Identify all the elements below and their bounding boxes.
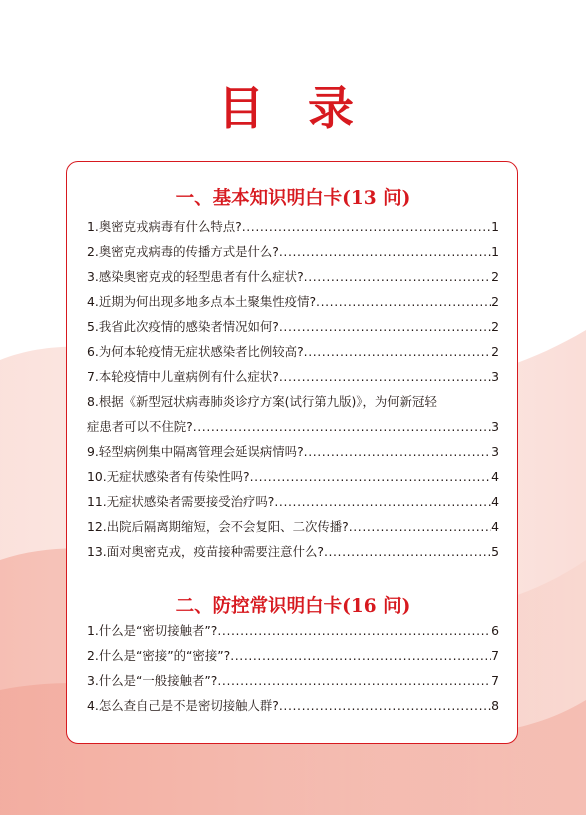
toc-page-number: 3: [491, 419, 499, 434]
toc-entry-text: 8.根据《新型冠状病毒肺炎诊疗方案(试行第九版)》，为何新冠轻: [87, 394, 437, 409]
dot-leader: [324, 539, 491, 564]
dot-leader: [217, 668, 491, 693]
toc-entry-text: 12.出院后隔离期缩短，会不会复阳、二次传播?: [87, 519, 349, 534]
toc-entry[interactable]: [87, 339, 499, 364]
toc-entry-text: 2.什么是“密接”的“密接”?: [87, 648, 231, 663]
toc-entry[interactable]: [87, 693, 499, 718]
dot-leader: [193, 414, 491, 439]
dot-leader: [279, 364, 491, 389]
toc-entry-text: 4.近期为何出现多地多点本土聚集性疫情?: [87, 294, 317, 309]
toc-page-number: 3: [491, 444, 499, 459]
toc-entry[interactable]: [87, 389, 499, 439]
toc-page-number: 7: [491, 673, 499, 688]
dot-leader: [304, 439, 491, 464]
toc-page-number: 1: [491, 219, 499, 234]
toc-entry-text: 1.什么是“密切接触者”?: [87, 623, 218, 638]
toc-entry[interactable]: [87, 289, 499, 314]
toc-page-number: 6: [491, 623, 499, 638]
dot-leader: [304, 264, 491, 289]
dot-leader: [250, 464, 492, 489]
toc-entry-text: 7.本轮疫情中儿童病例有什么症状?: [87, 369, 279, 384]
toc-page-number: 8: [491, 698, 499, 713]
toc-entry-text: 5.我省此次疫情的感染者情况如何?: [87, 319, 279, 334]
toc-page-number: 5: [491, 544, 499, 559]
toc-entry[interactable]: [87, 489, 499, 514]
dot-leader: [316, 289, 491, 314]
dot-leader: [279, 314, 491, 339]
page-title: 目 录: [217, 81, 368, 135]
toc-entry[interactable]: [87, 643, 499, 668]
toc-entry-text: 10.无症状感染者有传染性吗?: [87, 469, 250, 484]
toc-entry[interactable]: [87, 539, 499, 564]
toc-entry[interactable]: [87, 464, 499, 489]
toc-page-number: 4: [491, 494, 499, 509]
toc-entry[interactable]: [87, 618, 499, 643]
toc-page-number: 1: [491, 244, 499, 259]
section-heading-basic-knowledge: 一、基本知识明白卡(13 问): [175, 188, 411, 209]
toc-page-number: 3: [491, 369, 499, 384]
toc-entry[interactable]: [87, 314, 499, 339]
toc-page-number: 2: [491, 344, 499, 359]
toc-page-number: 4: [491, 469, 499, 484]
toc-card: [66, 161, 518, 744]
toc-entry-text: 9.轻型病例集中隔离管理会延误病情吗?: [87, 444, 304, 459]
toc-page-number: 4: [491, 519, 499, 534]
toc-entry-text: 13.面对奥密克戎，疫苗接种需要注意什么?: [87, 544, 324, 559]
toc-entry-text: 3.什么是“一般接触者”?: [87, 673, 218, 688]
toc-entry-text: 3.感染奥密克戎的轻型患者有什么症状?: [87, 269, 304, 284]
toc-page-number: 2: [491, 319, 499, 334]
dot-leader: [230, 643, 491, 668]
section-heading-prevention-knowledge: 二、防控常识明白卡(16 问): [175, 596, 411, 617]
dot-leader: [217, 618, 491, 643]
dot-leader: [349, 514, 491, 539]
toc-entry-text: 11.无症状感染者需要接受治疗吗?: [87, 494, 275, 509]
toc-entry[interactable]: [87, 239, 499, 264]
toc-entry-text: 6.为何本轮疫情无症状感染者比例较高?: [87, 344, 304, 359]
toc-entry[interactable]: [87, 514, 499, 539]
toc-entry[interactable]: [87, 364, 499, 389]
dot-leader: [242, 214, 491, 239]
toc-entry[interactable]: [87, 668, 499, 693]
toc-page-number: 7: [491, 648, 499, 663]
dot-leader: [279, 693, 491, 718]
toc-list-basic-knowledge: [87, 214, 499, 564]
toc-list-prevention-knowledge: [87, 618, 499, 718]
toc-entry-text: 4.怎么查自己是不是密切接触人群?: [87, 698, 279, 713]
dot-leader: [274, 489, 491, 514]
dot-leader: [279, 239, 491, 264]
toc-entry[interactable]: [87, 214, 499, 239]
toc-entry-text-continued: 症患者可以不住院?: [87, 419, 193, 434]
toc-entry-text: 1.奥密克戎病毒有什么特点?: [87, 219, 242, 234]
dot-leader: [304, 339, 491, 364]
toc-page-number: 2: [491, 269, 499, 284]
toc-entry-text: 2.奥密克戎病毒的传播方式是什么?: [87, 244, 279, 259]
toc-entry[interactable]: [87, 264, 499, 289]
toc-page-number: 2: [491, 294, 499, 309]
toc-entry[interactable]: [87, 439, 499, 464]
